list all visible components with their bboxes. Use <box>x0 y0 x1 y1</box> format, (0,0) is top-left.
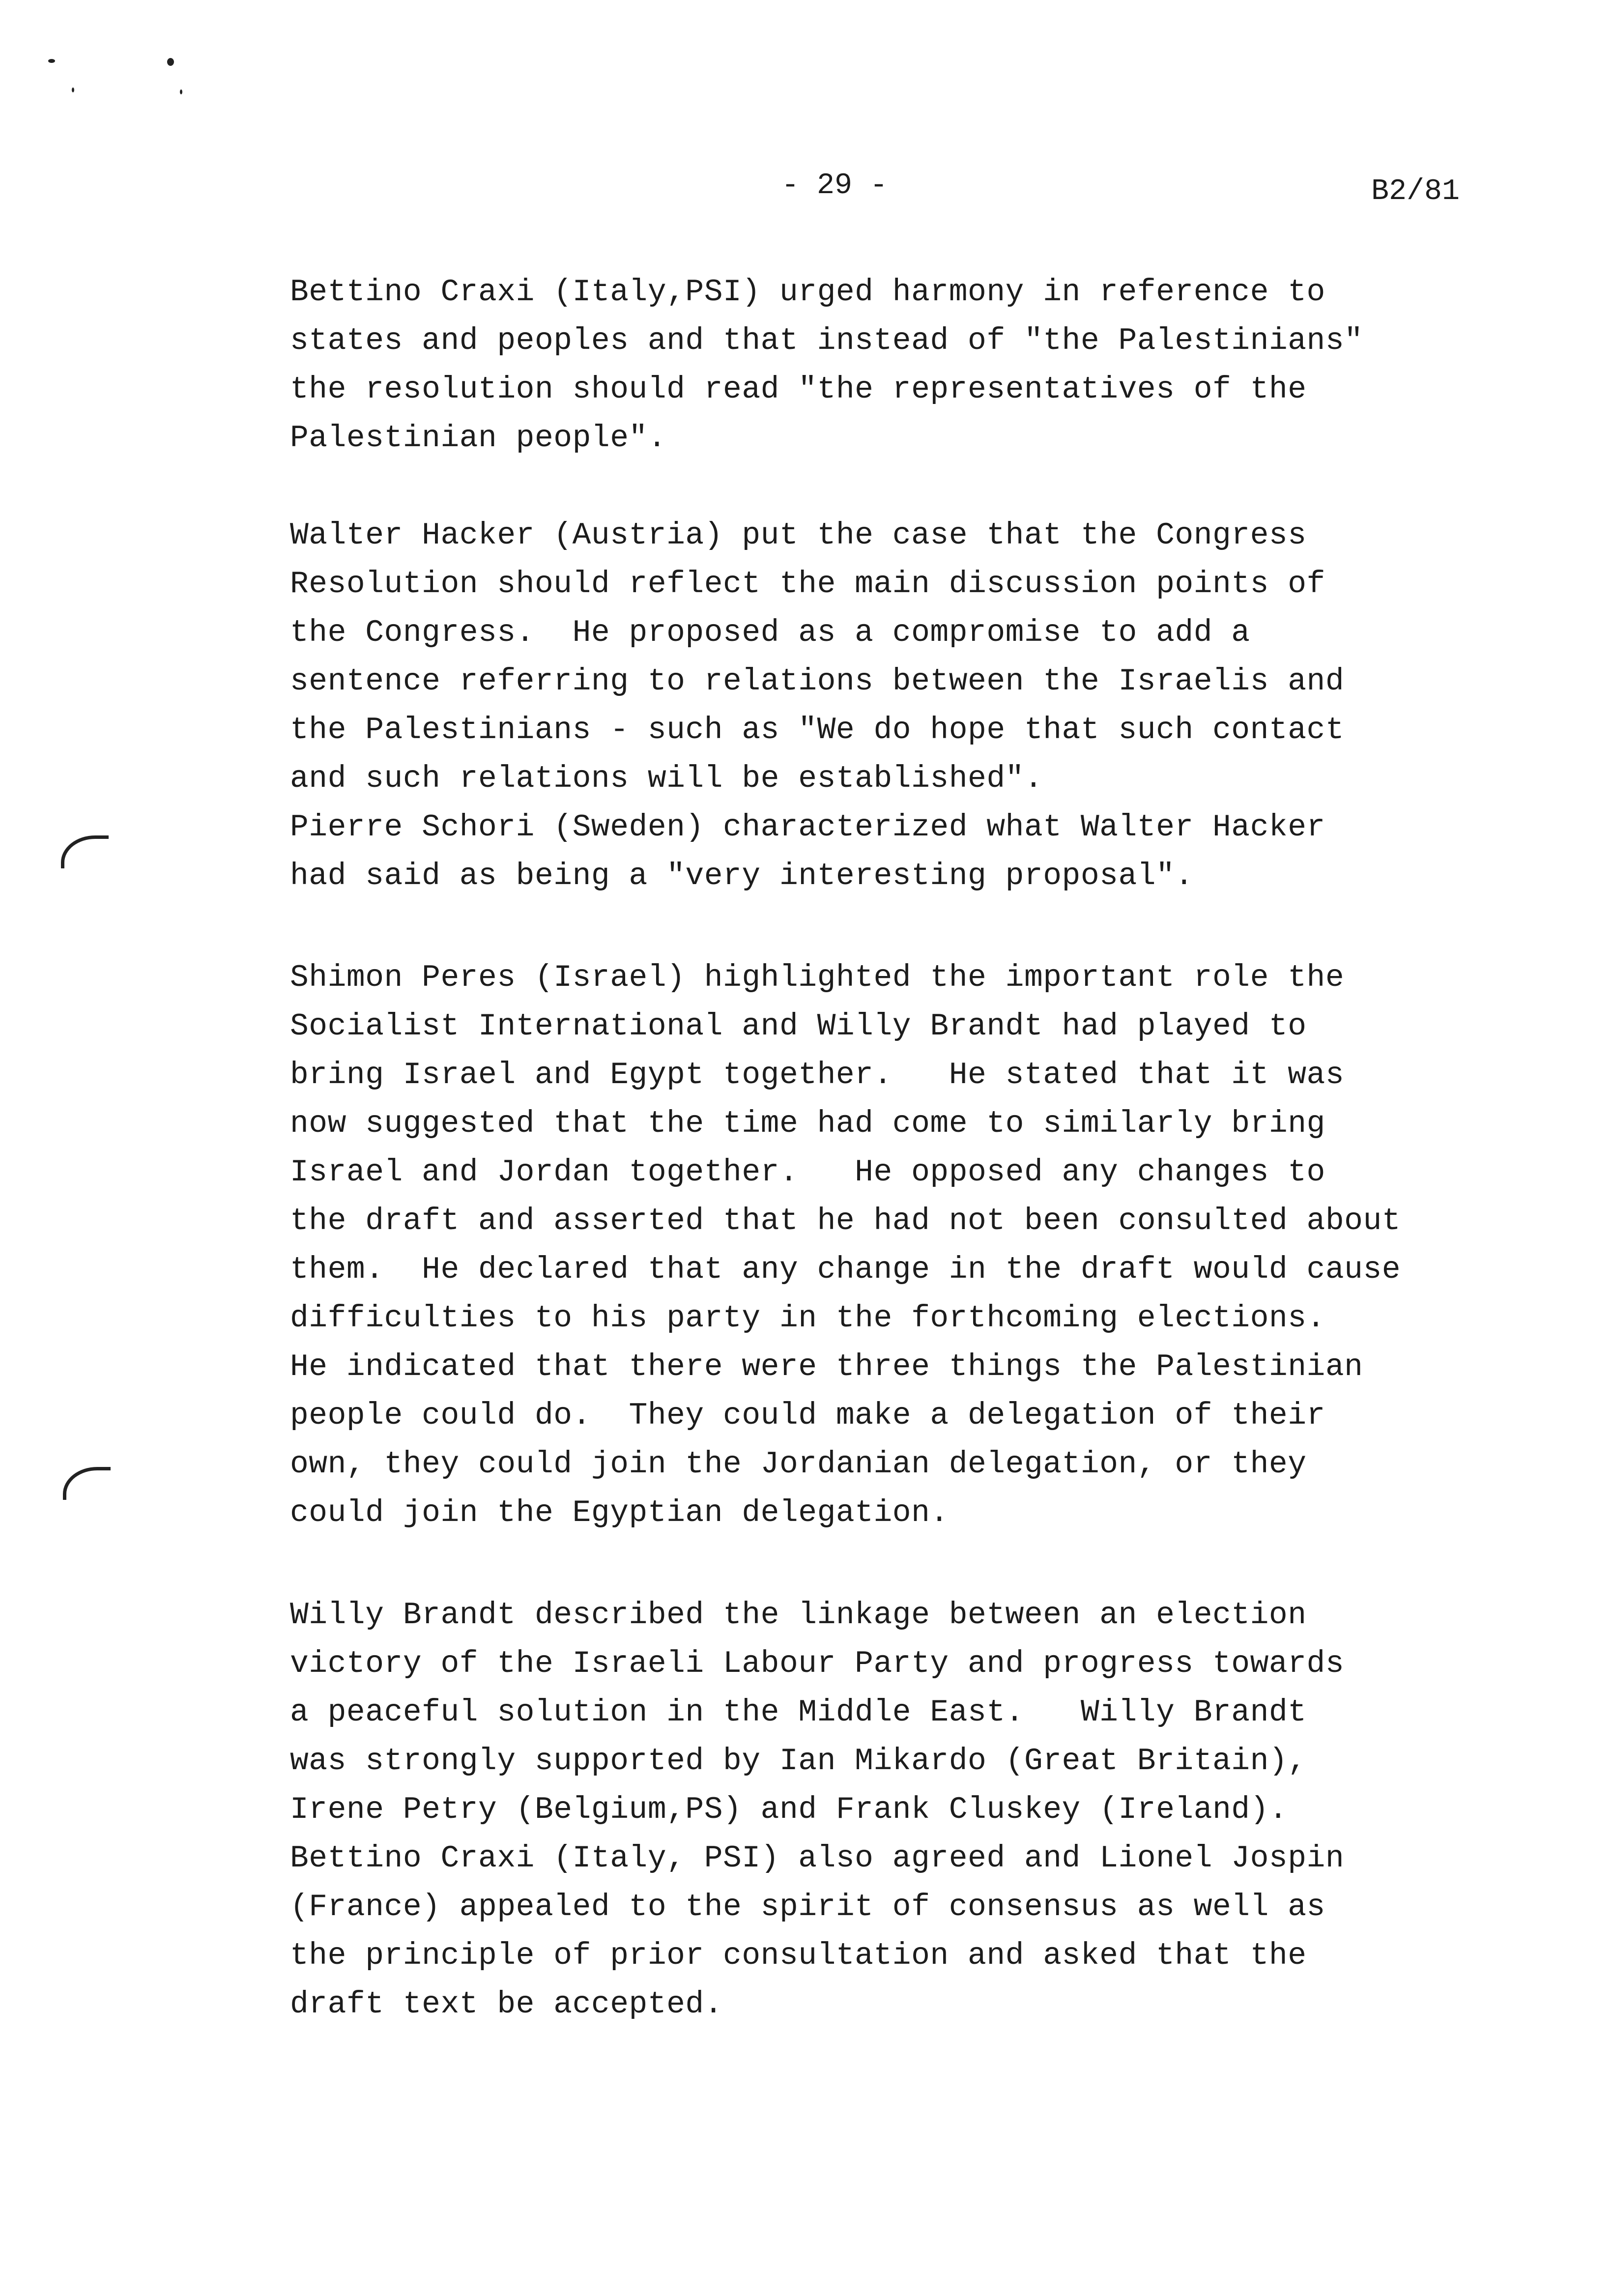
text-line: a peaceful solution in the Middle East. Willy Brandt <box>290 1695 1307 1730</box>
paragraph <box>290 511 1479 900</box>
document-reference: B2/81 <box>1371 175 1460 208</box>
text-line: own, they could join the Jordanian delegation, or they <box>290 1447 1307 1482</box>
margin-bracket-mark <box>63 1467 111 1500</box>
text-line: victory of the Israeli Labour Party and progress towards <box>290 1646 1345 1681</box>
text-line: Shimon Peres (Israel) highlighted the important role the <box>290 960 1345 995</box>
text-line: the Congress. He proposed as a compromise to add a <box>290 615 1250 650</box>
text-line: now suggested that the time had come to similarly bring <box>290 1106 1325 1141</box>
text-line: draft text be accepted. <box>290 1987 723 2022</box>
text-line: Israel and Jordan together. He opposed any changes to <box>290 1155 1325 1190</box>
text-line: states and peoples and that instead of "the Palestinians" <box>290 323 1363 358</box>
scan-speck <box>72 87 74 92</box>
paragraph <box>290 1591 1479 2029</box>
text-line: He indicated that there were three things the Palestinian <box>290 1349 1363 1384</box>
paragraph <box>290 268 1479 462</box>
text-line: Walter Hacker (Austria) put the case that the Congress <box>290 518 1307 553</box>
text-line: Pierre Schori (Sweden) characterized what Walter Hacker <box>290 810 1325 845</box>
text-line: Bettino Craxi (Italy, PSI) also agreed and Lionel Jospin <box>290 1841 1345 1876</box>
text-line: them. He declared that any change in the draft would cause <box>290 1252 1401 1287</box>
text-line: the Palestinians - such as "We do hope that such contact <box>290 713 1345 747</box>
text-line: Resolution should reflect the main discussion points of <box>290 567 1325 602</box>
margin-bracket-mark <box>61 835 109 868</box>
paragraph <box>290 953 1479 1537</box>
text-line: Socialist International and Willy Brandt had played to <box>290 1009 1307 1044</box>
text-line: was strongly supported by Ian Mikardo (Great Britain), <box>290 1744 1307 1779</box>
text-line: Palestinian people". <box>290 421 667 456</box>
text-line: people could do. They could make a delegation of their <box>290 1398 1325 1433</box>
page-number: - 29 - <box>781 169 888 202</box>
scan-speck <box>180 89 182 94</box>
text-line: (France) appealed to the spirit of consensus as well as <box>290 1890 1325 1924</box>
text-line: the principle of prior consultation and asked that the <box>290 1938 1307 1973</box>
text-line: the resolution should read "the representatives of the <box>290 372 1307 407</box>
scan-speck <box>48 59 55 63</box>
text-line: sentence referring to relations between the Israelis and <box>290 664 1345 699</box>
text-line: Bettino Craxi (Italy,PSI) urged harmony in reference to <box>290 275 1325 310</box>
text-line: and such relations will be established". <box>290 761 1043 796</box>
text-line: Willy Brandt described the linkage between an election <box>290 1598 1307 1633</box>
text-line: difficulties to his party in the forthcoming elections. <box>290 1301 1325 1336</box>
text-line: bring Israel and Egypt together. He stated that it was <box>290 1058 1345 1092</box>
text-line: the draft and asserted that he had not been consulted about <box>290 1204 1401 1238</box>
text-line: Irene Petry (Belgium,PS) and Frank Cluskey (Ireland). <box>290 1792 1288 1827</box>
text-line: had said as being a "very interesting proposal". <box>290 859 1194 893</box>
text-line: could join the Egyptian delegation. <box>290 1495 949 1530</box>
scan-speck <box>167 58 174 66</box>
